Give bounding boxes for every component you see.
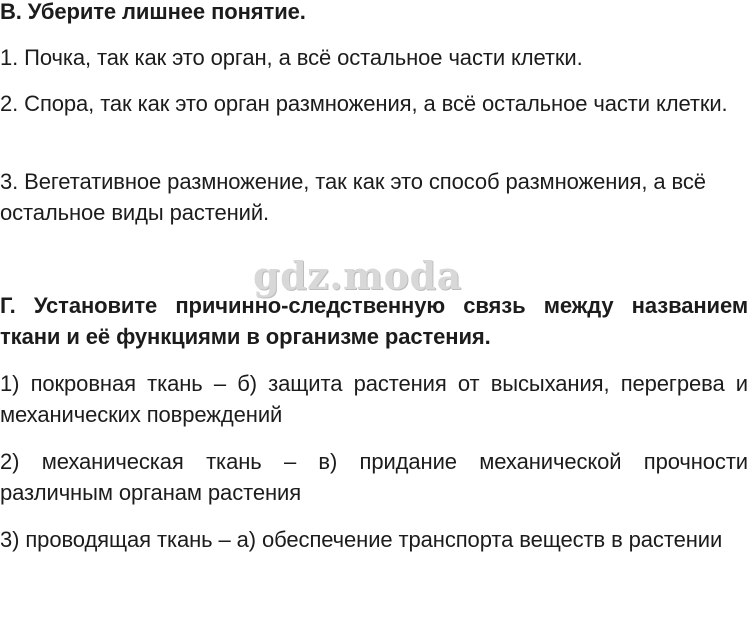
section-g-item-2: 2) механическая ткань – в) придание механической прочности различным органам растения bbox=[0, 449, 748, 505]
section-b-heading: В. Уберите лишнее понятие. bbox=[0, 0, 306, 24]
section-b-item-1: 1. Почка, так как это орган, а всё остальное части клетки. bbox=[0, 45, 583, 70]
watermark-logo: gdz.moda bbox=[253, 253, 462, 298]
section-g-item-1: 1) покровная ткань – б) защита растения от высыхания, перегрева и механических повреждений bbox=[0, 371, 748, 427]
section-b-item-3: 3. Вегетативное размножение, так как это способ размножения, а всё остальное виды растений. bbox=[0, 169, 706, 225]
section-g-item-3: 3) проводящая ткань – а) обеспечение транспорта веществ в растении bbox=[0, 527, 723, 552]
section-b-item-2: 2. Спора, так как это орган размножения, а всё остальное части клетки. bbox=[0, 91, 728, 116]
section-g-heading: Г. Установите причинно-следственную связь между названием ткани и её функциями в организме растения. bbox=[0, 293, 748, 349]
